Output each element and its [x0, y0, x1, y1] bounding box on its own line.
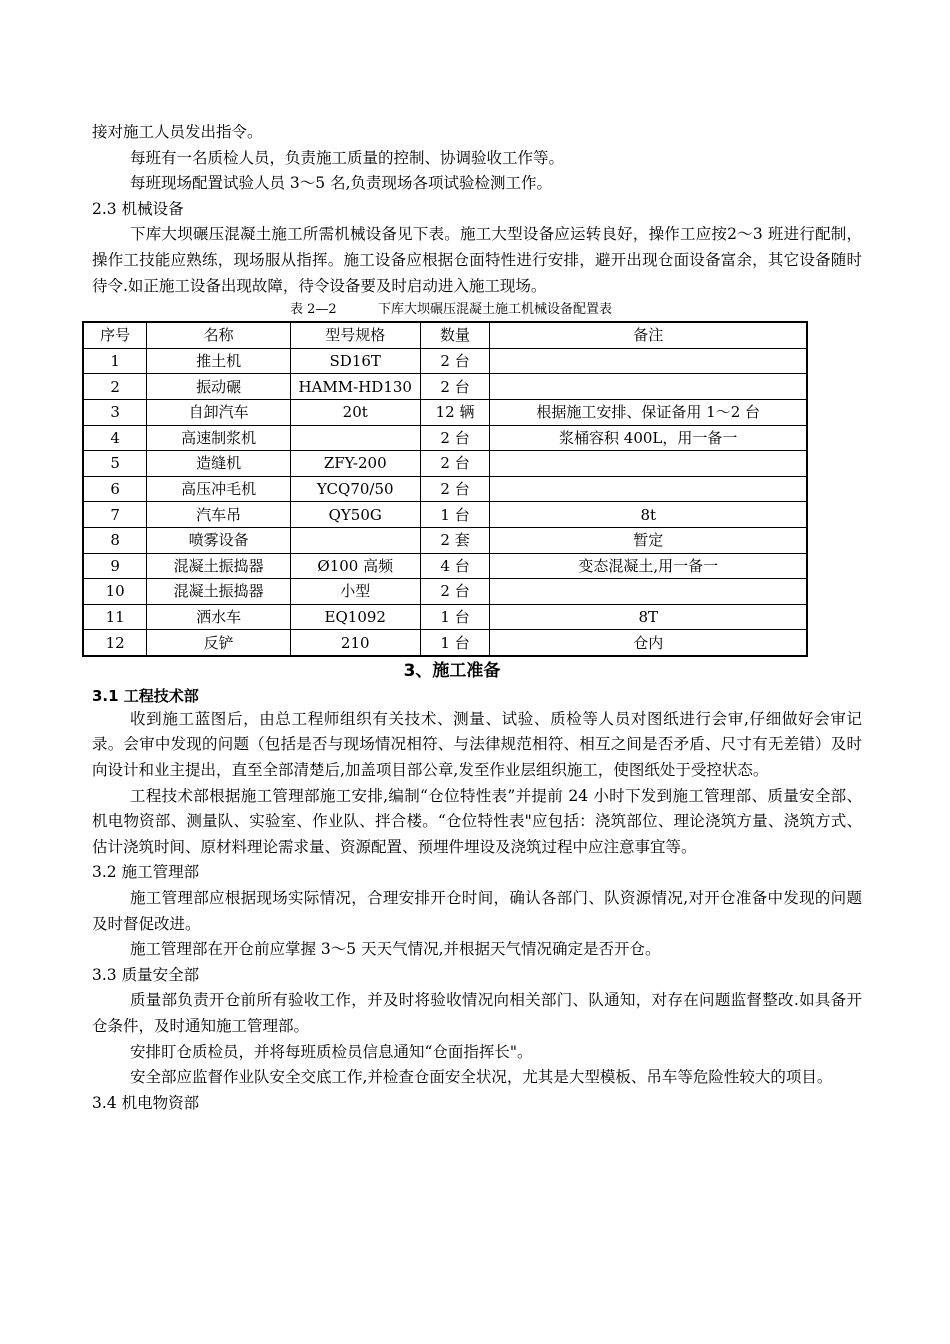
section-3-3-paragraph-1: 质量部负责开仓前所有验收工作，并及时将验收情况向相关部门、队通知，对存在问题监督整改.如具备开仓条件，及时通知施工管理部。: [92, 991, 862, 1035]
cell-remarks: [490, 451, 807, 477]
cell-model: YCQ70/50: [290, 476, 420, 502]
section-3-3-paragraph-3: 安全部应监督作业队安全交底工作,并检查仓面安全状况，尤其是大型模板、吊车等危险性较大的项目。: [130, 1068, 833, 1087]
header-remarks: 备注: [490, 322, 807, 348]
cell-model: ZFY-200: [290, 451, 420, 477]
cell-quantity: 2 台: [420, 348, 490, 374]
cell-model: 小型: [290, 579, 420, 605]
cell-model: [290, 527, 420, 553]
cell-remarks: 变态混凝土,用一备一: [490, 553, 807, 579]
intro-line-3: 每班现场配置试验人员 3～5 名,负责现场各项试验检测工作。: [130, 174, 553, 193]
cell-remarks: 8T: [490, 604, 807, 630]
cell-model: 20t: [290, 399, 420, 425]
table-header-row: [83, 322, 807, 348]
cell-model: [290, 425, 420, 451]
cell-quantity: 2 台: [420, 476, 490, 502]
header-index: 序号: [83, 322, 147, 348]
table-row: [83, 425, 807, 451]
cell-name: 振动碾: [147, 374, 291, 400]
cell-model: Ø100 高频: [290, 553, 420, 579]
cell-remarks: 8t: [490, 502, 807, 528]
cell-remarks: [490, 348, 807, 374]
cell-quantity: 1 台: [420, 604, 490, 630]
table-row: [83, 476, 807, 502]
cell-quantity: 2 台: [420, 374, 490, 400]
section-3-3-heading: 3.3 质量安全部: [92, 965, 200, 984]
table-row: [83, 527, 807, 553]
cell-quantity: 2 套: [420, 527, 490, 553]
intro-line-1: 接对施工人员发出指令。: [92, 123, 263, 141]
cell-index: 2: [83, 374, 147, 400]
cell-name: 自卸汽车: [147, 399, 291, 425]
table-caption-title: 下库大坝碾压混凝土施工机械设备配置表: [378, 302, 613, 318]
cell-name: 反铲: [147, 630, 291, 656]
document-page: [92, 120, 862, 1116]
header-name: 名称: [147, 322, 291, 348]
cell-quantity: 4 台: [420, 553, 490, 579]
cell-name: 洒水车: [147, 604, 291, 630]
section-3-4-heading: 3.4 机电物资部: [92, 1093, 200, 1112]
cell-quantity: 12 辆: [420, 399, 490, 425]
section-3-2-paragraph-2: 施工管理部在开仓前应掌握 3～5 天天气情况,并根据天气情况确定是否开仓。: [130, 940, 661, 959]
cell-index: 1: [83, 348, 147, 374]
section-3-2-paragraph-1: 施工管理部应根据现场实际情况，合理安排开仓时间，确认各部门、队资源情况,对开仓准备中发现的问题及时督促改进。: [92, 889, 862, 933]
cell-name: 推土机: [147, 348, 291, 374]
cell-name: 造缝机: [147, 451, 291, 477]
cell-quantity: 1 台: [420, 502, 490, 528]
cell-remarks: 浆桶容积 400L，用一备一: [490, 425, 807, 451]
table-row: [83, 374, 807, 400]
cell-index: 5: [83, 451, 147, 477]
section-3-3-paragraph-2: 安排盯仓质检员，并将每班质检员信息通知“仓面指挥长"。: [130, 1042, 533, 1061]
table-row: [83, 630, 807, 656]
cell-index: 6: [83, 476, 147, 502]
cell-index: 7: [83, 502, 147, 528]
cell-quantity: 2 台: [420, 579, 490, 605]
table-caption-number: 表 2—2: [290, 302, 337, 318]
cell-name: 混凝土振捣器: [147, 553, 291, 579]
cell-name: 喷雾设备: [147, 527, 291, 553]
table-row: [83, 451, 807, 477]
table-row: [83, 579, 807, 605]
header-quantity: 数量: [420, 322, 490, 348]
cell-name: 高速制浆机: [147, 425, 291, 451]
table-row: [83, 399, 807, 425]
cell-quantity: 2 台: [420, 425, 490, 451]
table-row: [83, 604, 807, 630]
cell-index: 9: [83, 553, 147, 579]
table-row: [83, 348, 807, 374]
cell-remarks: [490, 476, 807, 502]
table-caption: [92, 301, 862, 319]
cell-name: 高压冲毛机: [147, 476, 291, 502]
cell-index: 8: [83, 527, 147, 553]
cell-index: 11: [83, 604, 147, 630]
intro-line-2: 每班有一名质检人员，负责施工质量的控制、协调验收工作等。: [130, 148, 565, 167]
cell-model: HAMM-HD130: [290, 374, 420, 400]
section-3-1-paragraph-1: 收到施工蓝图后，由总工程师组织有关技术、测量、试验、质检等人员对图纸进行会审,仔细做好会审记录。会审中发现的问题（包括是否与现场情况相符、与法律规范相符、相互之间是否矛盾、尺寸有无差错）及时向设计和业主提出，直至全部清楚后,加盖项目部公章,发至作业层组织施工，使图纸处于受控状态。: [92, 709, 862, 780]
section-2-3-heading: 2.3 机械设备: [92, 199, 184, 218]
section-3-1-paragraph-2: 工程技术部根据施工管理部施工安排,编制“仓位特性表”并提前 24 小时下发到施工管理部、质量安全部、机电物资部、测量队、实验室、作业队、拌合楼。“仓位特性表"应包括：浇筑部位、理论浇筑方量、浇筑方式、估计浇筑时间、原材料理论需求量、资源配置、预埋件埋设及浇筑过程中应注意事宜等。: [92, 786, 862, 856]
cell-remarks: 根据施工安排、保证备用 1～2 台: [490, 399, 807, 425]
cell-index: 12: [83, 630, 147, 656]
equipment-table: [82, 321, 808, 657]
cell-quantity: 2 台: [420, 451, 490, 477]
chapter-3-title: 3、施工准备: [403, 660, 501, 681]
cell-remarks: 暂定: [490, 527, 807, 553]
cell-remarks: 仓内: [490, 630, 807, 656]
header-model: 型号规格: [290, 322, 420, 348]
cell-model: EQ1092: [290, 604, 420, 630]
cell-model: QY50G: [290, 502, 420, 528]
cell-remarks: [490, 374, 807, 400]
section-3-2-heading: 3.2 施工管理部: [92, 863, 200, 882]
cell-model: SD16T: [290, 348, 420, 374]
cell-index: 10: [83, 579, 147, 605]
cell-name: 混凝土振捣器: [147, 579, 291, 605]
table-row: [83, 553, 807, 579]
section-2-3-paragraph: 下库大坝碾压混凝土施工所需机械设备见下表。施工大型设备应运转良好，操作工应按2～3 班进行配制，操作工技能应熟练，现场服从指挥。施工设备应根据仓面特性进行安排，避开出现仓面设备富余，其它设备随时待令.如正施工设备出现故障，待令设备要及时启动进入施工现场。: [92, 225, 862, 295]
section-3-1-heading: 3.1 工程技术部: [92, 686, 199, 705]
table-row: [83, 502, 807, 528]
cell-remarks: [490, 579, 807, 605]
cell-model: 210: [290, 630, 420, 656]
cell-quantity: 1 台: [420, 630, 490, 656]
cell-index: 3: [83, 399, 147, 425]
cell-name: 汽车吊: [147, 502, 291, 528]
cell-index: 4: [83, 425, 147, 451]
